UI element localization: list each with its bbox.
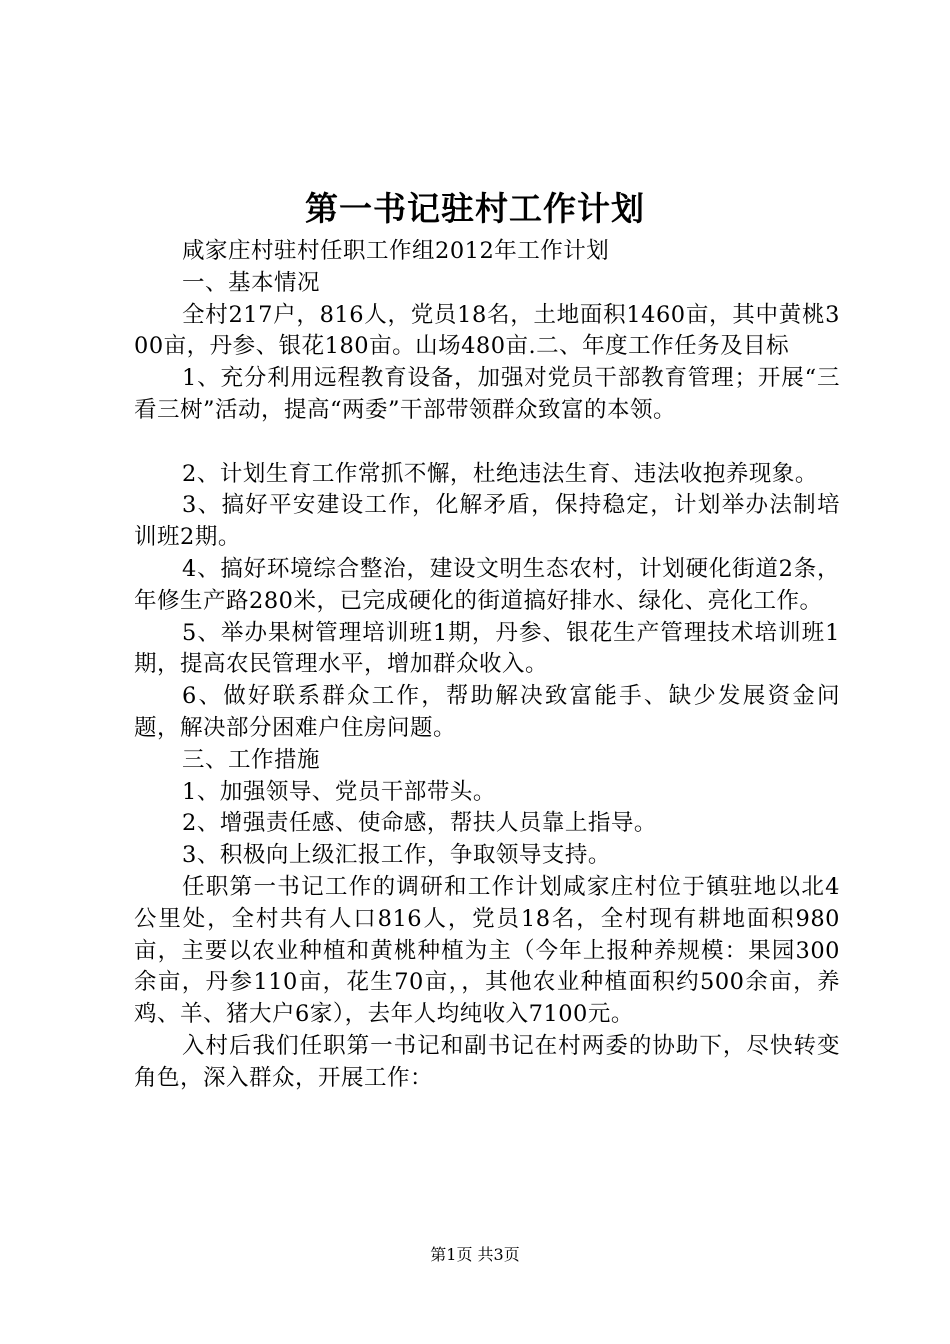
paragraph-item-5: 5、举办果树管理培训班1期，丹参、银花生产管理技术培训班1期，提高农民管理水平，增加群众收入。 bbox=[134, 619, 840, 678]
blank-line bbox=[134, 427, 840, 459]
paragraph-measure-2: 2、增强责任感、使命感，帮扶人员靠上指导。 bbox=[182, 810, 657, 837]
heading-basic-situation: 一、基本情况 bbox=[182, 269, 321, 296]
paragraph-basic-info: 全村217户，816人，党员18名，土地面积1460亩，其中黄桃300亩，丹参、银花180亩。山场480亩.二、年度工作任务及目标 bbox=[134, 301, 840, 360]
paragraph-item-6: 6、做好联系群众工作，帮助解决致富能手、缺少发展资金问题，解决部分困难户住房问题。 bbox=[134, 683, 840, 741]
document-title: 第一书记驻村工作计划 bbox=[305, 189, 645, 228]
paragraph-item-1: 1、充分利用远程教育设备，加强对党员干部教育管理；开展“三看三树”活动，提高“两委”干部带领群众致富的本领。 bbox=[134, 365, 840, 423]
paragraph-item-4: 4、搞好环境综合整治，建设文明生态农村，计划硬化街道2条，年修生产路280米，已完成硬化的街道搞好排水、绿化、亮化工作。 bbox=[134, 555, 840, 614]
paragraph-entry: 入村后我们任职第一书记和副书记在村两委的协助下，尽快转变角色，深入群众，开展工作： bbox=[134, 1032, 840, 1091]
document-body bbox=[134, 236, 840, 1095]
paragraph-subtitle: 咸家庄村驻村任职工作组2012年工作计划 bbox=[182, 238, 610, 264]
page-number-footer: 第1页 共3页 bbox=[430, 1245, 520, 1264]
paragraph-item-2: 2、计划生育工作常抓不懈，杜绝违法生育、违法收抱养现象。 bbox=[182, 460, 818, 487]
heading-work-measures: 三、工作措施 bbox=[182, 746, 321, 773]
paragraph-item-3: 3、搞好平安建设工作，化解矛盾，保持稳定，计划举办法制培训班2期。 bbox=[134, 492, 840, 551]
paragraph-measure-3: 3、积极向上级汇报工作，争取领导支持。 bbox=[182, 842, 611, 869]
paragraph-measure-1: 1、加强领导、党员干部带头。 bbox=[182, 778, 496, 805]
paragraph-research: 任职第一书记工作的调研和工作计划咸家庄村位于镇驻地以北4公里处，全村共有人口816人，党员18名，全村现有耕地面积980亩，主要以农业种植和黄桃种植为主（今年上报种养规模：果园300余亩，丹参110亩，花生70亩，，其他农业种植面积约500余亩，养鸡、羊、猪大户6家），去年人均纯收入7100元。 bbox=[134, 873, 840, 1028]
